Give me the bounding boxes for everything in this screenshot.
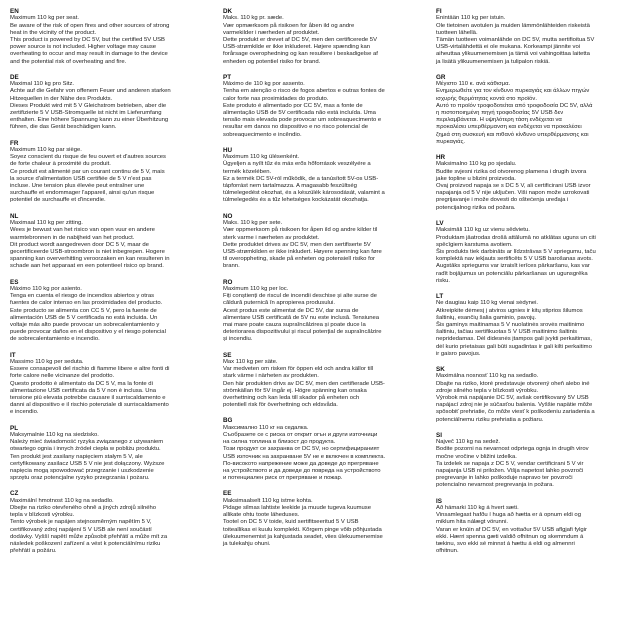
language-code: PL	[10, 424, 19, 432]
language-code: PT	[223, 73, 232, 81]
warning-text: Maks. 110 kg per sete. Vær oppmerksom på risikoen for åpen ild og andre kilder til sterk varme i nærheten av produktet. Dette produktet drives av DC 5V, men den sertifiserte 5V USB-strømkilden er ikke inkludert. Høyere spenning kan føre til overoppheting, skade på enheten og potensiell risiko for brann.	[223, 220, 382, 270]
language-code: HR	[436, 154, 446, 162]
warning-block-de	[10, 74, 210, 132]
warning-block-no	[223, 213, 423, 271]
warning-text: Maksimalno 110 kg po sjedalu. Budite svjesni rizika od otvorenog plamena i drugih izvora jake topline u blizini proizvoda. Ovaj proizvod napaja se s DC 5 V, ali certificirani USB izvor napajanja od 5 V nije uključen. Viši napon može uzrokovati pregrijavanje i može dovesti do oštećenja uređaja i potencijalnog rizika od požara.	[436, 161, 591, 211]
warning-block-en	[10, 8, 210, 66]
language-code: SK	[436, 365, 445, 373]
warning-block-nl	[10, 213, 210, 271]
language-code: LV	[436, 219, 444, 227]
language-code: HU	[223, 146, 233, 154]
warning-block-ee	[223, 490, 423, 548]
language-code: IS	[436, 497, 442, 505]
warning-block-pl	[10, 425, 210, 483]
warning-block-es	[10, 279, 210, 344]
warning-block-hr	[436, 154, 630, 212]
language-code: EN	[10, 8, 19, 15]
warning-text: Maximaal 110 kg per zitting. Wees je bewust van het risico van open vuur en andere warmtebronnen in de nabijheid van het product. Dit product wordt aangedreven door DC 5 V, maar de gecertificeerde USB-stroombron is niet inbegrepen. Hogere spanning kan oververhitting veroorzaken en kan resulteren in schade aan het apparaat en een potentieel risico op brand.	[10, 220, 170, 270]
language-code: IT	[10, 351, 16, 359]
language-code: BG	[223, 417, 233, 425]
warning-text: Maximum 110 kg ülésenként. Ügyeljen a nyílt tűz és más erős hőforrások veszélyére a termék közelében. Ez a termék DC 5V-ról működik, de a tanúsított 5V-os USB- tápforrást nem tartalmazza. A magasabb feszültség túlmelegedést okozhat, és a készülék károsodását, valamint a túlmelegedés és a tűz lehetséges kockázatát okozhatja.	[223, 154, 385, 204]
warning-block-bg	[223, 417, 423, 482]
warning-text: Maximální hmotnost 110 kg na sedadlo. Dbejte na riziko otevřeného ohně a jiných zdrojů silného tepla v blízkosti výrobku. Tento výrobek je napájen stejnosměrným napětím 5 V, certifikovaný zdroj napájení 5 V USB ale není součástí dodávky. Vyšší napětí může způsobit přehřátí a může mít za následek poškození zařízení a vést k potenciálnímu riziku přehřátí a požáru.	[10, 497, 168, 555]
warning-text: Maximum 110 kg par siège. Soyez conscient du risque de feu ouvert et d'autres sources de forte chaleur à proximité du produit. Ce produit est alimenté par un courant continu de 5 V, mais la source d'alimentation USB certifiée de 5 V n'est pas incluse. Une tension plus élevée peut entraîner une surchauffe et endommager l'appareil, ainsi qu'un risque potentiel de surchauffe et d'incendie.	[10, 147, 167, 204]
warning-text: Maksimāli 110 kg uz vienu sēdvietu. Produktam jāatrodas drošā attālumā no atklātas uguns un citi spēcīgiem karstuma avotiem. Šis produkts tiek darbināts ar līdzstrāvas 5 V spriegumu, taču komplektā nav iekļauts sertificēts 5 V USB barošanas avots. Augstāks spriegums var izraisīt ierīces pārkaršanu, kas var radīt bojājumus un potenciālu pārkaršanas un ugunsgrēka risku.	[436, 227, 596, 284]
warning-text: Maksymalnie 110 kg na siedzisko. Należy mieć świadomość ryzyka związanego z używaniem otwartego ognia i innych źródeł ciepła w pobliżu produktu. Ten produkt jest zasilany napięciem stałym 5 V, ale certyfikowany zasilacz USB 5 V nie jest dołączony. Wyższe napięcia mogą spowodować przegrzanie i uszkodzenie sprzętu oraz potencjalne ryzyko przegrzania i pożaru.	[10, 431, 165, 482]
warning-text: Maksimaalselt 110 kg istme kohta. Pidage silmas lahtiste leekide ja muude tugeva kuumuse allikate ohtu toote läheduses. Tootel on DC 5 V toide, kuid sertifitseeritud 5 V USB toiteallikas ei kuulu komplekti. Kõrgem pinge võib põhjustada ülekuumenemist ja kahjustada seadet, viies ülekuumenemise ja tulekahju ohuni.	[223, 497, 383, 548]
warning-block-cz	[10, 490, 210, 555]
language-code: DE	[10, 73, 19, 81]
language-code: NL	[10, 212, 19, 220]
language-code: GR	[436, 73, 446, 81]
warning-text: Максимално 110 кг на седалка. Съобразете се с риска от открит огън и други източници на силна топлина в близост до продукта. Този продукт се захранва от DC 5V, но сертифицираният USB източник на захранване 5V не е включен в комплекта. По-високото напрежение може да доведе до прегряване на устройството и да доведе до повреда на устройството и потенциален риск от прегряване и пожар.	[223, 424, 386, 482]
warning-text: Maximum 110 kg per loc. Fiți conștienți de riscul de incendii deschise și alte surse de căldură puternică în apropierea produsului. Acest produs este alimentat de DC 5V, dar sursa de alimentare USB certificată de 5V nu este inclusă. Tensiunea mai mare poate cauza supraîncălzirea și poate duce la deteriorarea dispozitivului și riscul potențial de supraîncălzire și incendiu.	[223, 285, 382, 343]
warning-block-se	[223, 352, 423, 410]
language-column-3	[436, 8, 630, 563]
warning-text: Enintään 110 kg per istuin. Ole tietoinen avotulen ja muiden lämmönlähteiden riskeistä tuotteen lähellä. Tämän tuotteen voimanlähde on DC 5V, mutta sertifioitua 5V USB-virtalähdettä ei ole mukana. Korkeampi jännite voi aiheuttaa ylikuumenemisen ja tämä voi vahingoittaa laitetta ja lisätä ylikuumenemisen ja tulipalon riskiä.	[436, 15, 595, 65]
warning-text: Maximum 110 kg per seat. Be aware of the risk of open fires and other sources of strong heat in the vicinity of the product. This product is powered by DC 5V, but the certified 5V USB power source is not included. Higher voltage may cause overheating to occur and may result in damage to the device and the potential risk of overheating and fire.	[10, 15, 170, 65]
warning-block-it	[10, 352, 210, 417]
language-code: SE	[223, 351, 232, 359]
language-code: RO	[223, 278, 233, 286]
warning-text: Maximal 110 kg pro Sitz. Achte auf die Gefahr von offenem Feuer und anderen starken Hitzequellen in der Nähe des Produkts. Dieses Produkt wird mit 5 V Gleichstrom betrieben, aber die zertifizierte 5 V USB-Stromquelle ist nicht im Lieferumfang enthalten. Eine höhere Spannung kann zu einer Überhitzung führen, die das Gerät beschädigen kann.	[10, 81, 171, 131]
language-code: FR	[10, 139, 19, 147]
warning-block-is	[436, 498, 630, 556]
safety-warnings-page	[10, 8, 630, 632]
language-code: FI	[436, 8, 442, 15]
warning-text: Max 110 kg per säte. Var medveten om risken för öppen eld och andra källor till stark värme i närheten av produkten. Den här produkten drivs av DC 5V, men den certifierade USB- strömkällan för 5V ingår ej. Högre spänning kan orsaka överhettning och kan leda till skador på enheten och potentiell risk för överhettning och eldsvåda.	[223, 358, 385, 409]
warning-block-si	[436, 432, 630, 490]
warning-block-sk	[436, 366, 630, 424]
warning-text: Massimo 110 kg per seduta. Essere consapevoli del rischio di fiamme libere e altre fonti di forte calore nelle vicinanze del prodotto. Questo prodotto è alimentato da DC 5 V, ma la fonte di alimentazione USB certificata da 5 V non è inclusa. Una tensione più elevata potrebbe causare il surriscaldamento e danni al dispositivo e il rischio potenziale di surriscaldamento e incendio.	[10, 358, 170, 416]
warning-text: Največ 110 kg na sedež. Bodite pozorni na nevarnost odprtega ognja in drugih virov močne vročine v bližini izdelka. Ta izdelek se napaja z DC 5 V, vendar certificirani 5 V vir napajanja USB ni priložen. Višja napetost lahko povzroči pregrevanje in lahko poškoduje napravo ter povzroči potencialno nevarnost pregrevanja in požara.	[436, 439, 589, 489]
language-code: EE	[223, 490, 232, 498]
warning-block-hu	[223, 147, 423, 205]
language-code: ES	[10, 278, 19, 286]
warning-text: Μέγιστο 110 κ. ανά κάθισμα. Ενημερωθείτε για τον κίνδυνο πυρκαγιάς και άλλων πηγών ισχυρής θερμότητας κοντά στο προϊόν. Αυτό το προϊόν τροφοδοτείται από τροφοδοσία DC 5V, αλλά η πιστοποιημένη πηγή τροφοδοσίας 5V USB δεν περιλαμβάνεται. Η υψηλότερη τάση ενδέχεται να προκαλέσει υπερθέρμανση και ενδέχεται να προκαλέσει ζημιά στη συσκευή και πιθανό κίνδυνο υπερθέρμανσης και πυρκαγιάς.	[436, 81, 593, 145]
warning-block-lv	[436, 220, 630, 285]
warning-text: Maks. 110 kg pr. sæde. Vær opmærksom på risikoen for åben ild og andre varmekilder i nærheden af produktet. Dette produkt er drevet af DC 5V, men den certificerede 5V USB-strømkilde er ikke inkluderet. Højere spænding kan forårsage overophedning og kan resultere i beskadigelse af enheden og potentiel risiko for brand.	[223, 15, 378, 65]
language-code: DK	[223, 8, 233, 15]
warning-block-fi	[436, 8, 630, 66]
warning-text: Að hámarki 110 kg á hvert sæti. Vinsamlegast hafðu í huga að hætta er á opnum eldi og miklum hita nálægt vörunni. Varan er knúin af DC 5V, en vottaður 5V USB aflgjafi fylgir ekki. Hærri spenna gæti valdið ofhitnun og skemmdum á tækinu, svo ekki sé minnst á hættu á eldi og almennri ofhitnun.	[436, 505, 587, 555]
warning-block-lt	[436, 293, 630, 358]
language-code: CZ	[10, 490, 19, 498]
warning-block-ro	[223, 279, 423, 344]
language-code: NO	[223, 212, 233, 220]
language-column-1	[10, 8, 210, 563]
warning-text: Maximálna nosnosť 110 kg na sedadlo. Dbajte na riziko, ktoré predstavuje otvorený oheň alebo iné zdroje silného tepla v blízkosti výrobku. Výrobok má napájanie DC 5V, avšak certifikovaný 5V USB napájací zdroj nie je súčasťou balenia. Vyššie napätie môže spôsobiť prehriatie, čo môže viesť k poškodeniu zariadenia a potenciálnemu riziku prehriatia a požiaru.	[436, 373, 595, 423]
warning-text: Máximo de 110 kg por assento. Tenha em atenção o risco de fogos abertos e outras fontes de calor forte nas proximidades do produto. Este produto é alimentado por CC 5V, mas a fonte de alimentação USB de 5V certificada não está incluída. Uma tensão mais elevada pode provocar um sobreaquecimento e resultar em danos no dispositivo e no risco potencial de sobreaquecimento e incêndio.	[223, 81, 385, 138]
warning-text: Ne daugiau kaip 110 kg vienai sėdynei. Atkreipkite dėmesį į atviros ugnies ir kitų stiprios šilumos šaltinių, esančių šalia gaminio, pavojų. Šis gaminys maitinamas 5 V nuolatinės srovės maitinimo šaltiniu, tačiau sertifikuotas 5 V USB maitinimo šaltinis nepridedamas. Dėl didesnės įtampos gali įvykti perkaitimas, dėl kurio prietaisas gali būti sugadintas ir gali kilti perkaitimo ir gaisro pavojus.	[436, 300, 592, 357]
language-column-2	[223, 8, 423, 556]
warning-block-gr	[436, 74, 630, 146]
warning-block-pt	[223, 74, 423, 139]
warning-block-fr	[10, 140, 210, 205]
language-code: SI	[436, 431, 442, 439]
language-code: LT	[436, 292, 444, 300]
warning-text: Máximo 110 kg por asiento. Tenga en cuenta el riesgo de incendios abiertos y otras fuentes de calor intenso en las proximidades del producto. Este producto se alimenta con CC 5 V, pero la fuente de alimentación USB de 5 V certificada no está incluida. Un voltaje más alto puede provocar un sobrecalentamiento y puede provocar daños en el dispositivo y el riesgo potencial de sobrecalentamiento e incendio.	[10, 285, 166, 343]
warning-block-dk	[223, 8, 423, 66]
